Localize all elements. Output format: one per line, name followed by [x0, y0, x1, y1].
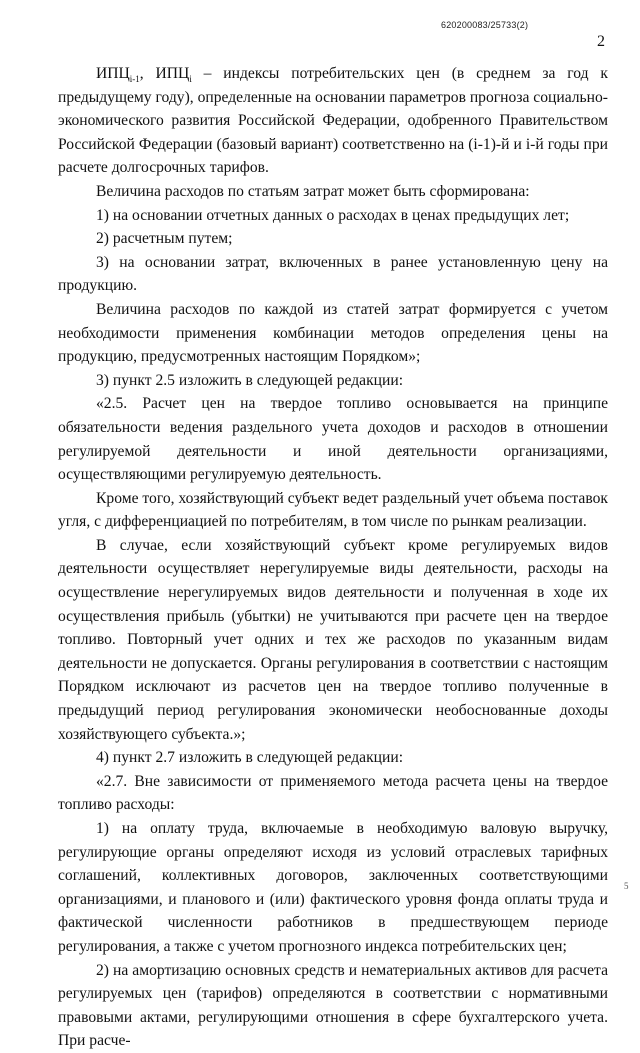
cpi-definition-text: – индексы потребительских цен (в среднем за год к предыдущему году), определенные на основании параметров прогноза социально-экономического развития Российской Федерации, одобренного Правительством Российской Федерации (базовый вариант) соответственно на (i-1)-й и i-й годы при расчете долгосрочных тарифов.	[58, 65, 608, 177]
cpi-label-a: ИПЦ	[96, 65, 130, 82]
paragraph: 2) на амортизацию основных средств и нематериальных активов для расчета регулируемых цен (тарифов) определяются в соответствии с нормативными правовыми актами, регулирующими отношения в сфере бухгалтерского учета. При расче-	[58, 961, 608, 1050]
paragraph: 2) расчетным путем;	[96, 230, 233, 248]
paragraph: «2.7. Вне зависимости от применяемого метода расчета цены на твердое топливо расходы:	[58, 772, 608, 814]
paragraph: В случае, если хозяйствующий субъект кроме регулируемых видов деятельности осуществляет нерегулируемые виды деятельности, расходы на осуществление нерегулируемых видов деятельности и полученная в ходе их осуществления прибыль (убытки) не учитываются при расчете цен на твердое топливо. Повторный учет одних и тех же расходов по указанным видам деятельности не допускается. Органы регулирования в соответствии с настоящим Порядком исключают из расчетов цен на твердое топливо полученные в предыдущий период регулирования экономически необоснованные доходы хозяйствующего субъекта.»;	[58, 536, 608, 743]
paragraph: 3) пункт 2.5 изложить в следующей редакции:	[96, 371, 404, 389]
paragraph-index-definition	[58, 62, 608, 180]
margin-mark: 5	[624, 881, 629, 891]
paragraph: Кроме того, хозяйствующий субъект ведет раздельный учет объема поставок угля, с дифференциацией по потребителям, в том числе по рынкам реализации.	[58, 489, 608, 531]
document-registration-number: 620200083/25733(2)	[441, 20, 529, 30]
paragraph: 1) на оплату труда, включаемые в необходимую валовую выручку, регулирующие органы определяют исходя из условий отраслевых тарифных соглашений, коллективных договоров, заключенных соответствующими организациями, и планового и (или) фактического уровня фонда оплаты труда и фактической численности работников в предшествующем периоде регулирования, а также с учетом прогнозного индекса потребительских цен;	[58, 820, 608, 955]
cpi-separator: , ИПЦ	[139, 65, 190, 82]
paragraph: 1) на основании отчетных данных о расходах в ценах предыдущих лет;	[96, 206, 570, 224]
paragraph: 4) пункт 2.7 изложить в следующей редакции:	[96, 749, 404, 767]
page-number: 2	[597, 33, 605, 50]
paragraph: Величина расходов по каждой из статей затрат формируется с учетом необходимости применения комбинации методов определения цены на продукцию, предусмотренных настоящим Порядком»;	[58, 300, 608, 366]
cpi-subscript-a: i-1	[129, 74, 140, 85]
paragraph: «2.5. Расчет цен на твердое топливо основывается на принципе обязательности ведения раздельного учета доходов и расходов в отношении регулируемой деятельности и иной деятельности организациями, осуществляющими регулируемую деятельность.	[58, 395, 608, 484]
paragraph: Величина расходов по статьям затрат может быть сформирована:	[96, 182, 530, 200]
document-body	[58, 62, 608, 1053]
paragraph: 3) на основании затрат, включенных в ранее установленную цену на продукцию.	[58, 253, 608, 295]
cpi-subscript-b: i	[189, 74, 192, 85]
